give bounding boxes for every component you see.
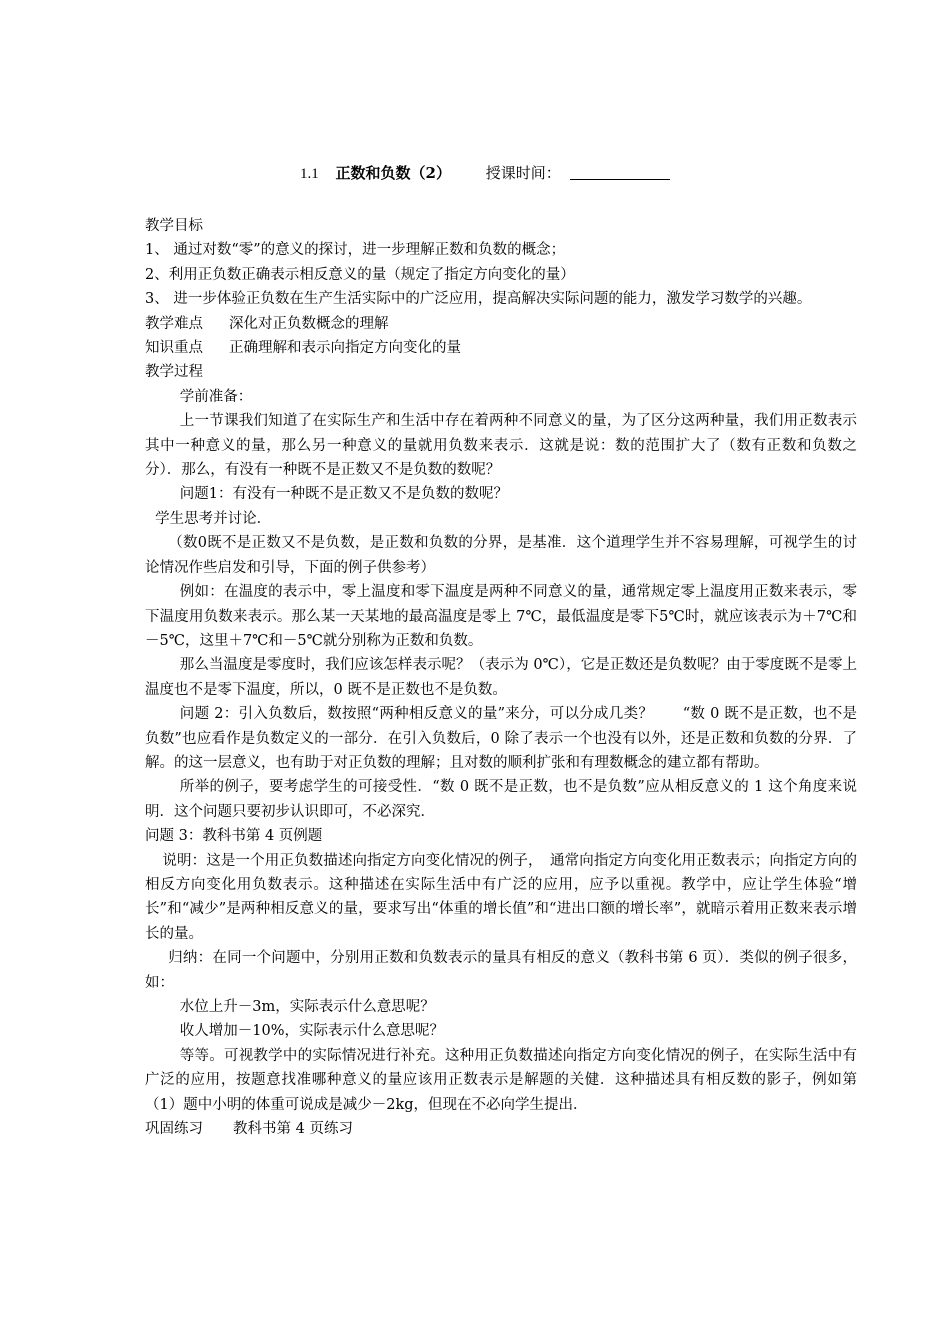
paragraph-explanation: 说明：这是一个用正负数描述向指定方向变化情况的例子， 通常向指定方向变化用正数表示；向指定方向的相反方向变化用负数表示。这种描述在实际生活中有广泛的应用，应予以重视。教学中，应让学生体验“增长”和“减少”是两种相反意义的量，要求写出“体重的增长值”和“进出口额的增长率”，就暗示着用正数来表示增长的量。 xyxy=(145,852,857,942)
practice-label: 巩固练习 xyxy=(145,1121,203,1138)
practice-line xyxy=(145,1117,857,1141)
question-1: 问题1：有没有一种既不是正数又不是负数的数呢？ xyxy=(179,486,509,503)
question-2: 问题 2：引入负数后，数按照“两种相反意义的量”来分，可以分成几类？ “数 0 既不是正数，也不是负数”也应看作是负数定义的一部分．在引入负数后，0 除了表示一个也没有以外，还是正数和负数的分界．了解。的这一层意义，也有助于对正负数的理解；且对数的顺利扩张和有理数概念的建立都有帮助。 xyxy=(145,706,857,771)
example-water-level: 水位上升－3m，实际表示什么意思呢？ xyxy=(179,999,435,1015)
example-income: 收人增加－10%，实际表示什么意思呢？ xyxy=(179,1023,445,1040)
objective-item-1: 1、 通过对数“零”的意义的探讨，进一步理解正数和负数的概念； xyxy=(145,242,566,259)
difficulty-line xyxy=(145,312,857,336)
paragraph-temperature-example: 例如：在温度的表示中，零上温度和零下温度是两种不同意义的量，通常规定零上温度用正数来表示，零下温度用负数来表示。那么某一天某地的最高温度是零上 7℃，最低温度是零下5℃时，就应该表示为＋7℃和－5℃，这里＋7℃和－5℃就分别称为正数和负数。 xyxy=(145,584,857,649)
lesson-title: 正数和负数（2） xyxy=(335,164,451,182)
difficulty-text: 深化对正负数概念的理解 xyxy=(229,315,389,332)
objectives-heading: 教学目标 xyxy=(145,218,203,234)
lesson-title-line xyxy=(300,160,800,186)
objective-item-3: 3、 进一步体验正负数在生产生活实际中的广泛应用，提高解决实际问题的能力，激发学习数学的兴趣。 xyxy=(145,291,812,308)
prep-heading: 学前准备： xyxy=(179,388,253,405)
paragraph-zero-temperature: 那么当温度是零度时，我们应该怎样表示呢？（表示为 0℃），它是正数还是负数呢？由于零度既不是零上温度也不是零下温度，所以，0 既不是正数也不是负数。 xyxy=(145,657,857,698)
keypoint-text: 正确理解和表示向指定方向变化的量 xyxy=(229,340,461,357)
practice-text: 教科书第 4 页练习 xyxy=(233,1121,353,1138)
lesson-body xyxy=(145,214,857,1141)
discussion-note: 学生思考并讨论． xyxy=(155,510,272,527)
teaching-time-blank xyxy=(570,165,670,180)
keypoint-line xyxy=(145,336,857,360)
teaching-time-label: 授课时间： xyxy=(485,164,561,182)
keypoint-label: 知识重点 xyxy=(145,340,203,357)
paragraph-examples-note: 所举的例子，要考虑学生的可接受性．“数 0 既不是正数，也不是负数”应从相反意义的 1 这个角度来说明．这个问题只要初步认识即可，不必深究． xyxy=(145,779,857,820)
paragraph-closing: 等等。可视教学中的实际情况进行补充。这种用正负数描述向指定方向变化情况的例子，在实际生活中有广泛的应用，按题意找准哪种意义的量应该用正数表示是解题的关健．这种描述具有相反数的影子，例如第（1）题中小明的体重可说成是减少－2kg，但现在不必向学生提出． xyxy=(145,1047,857,1113)
process-heading: 教学过程 xyxy=(145,364,203,381)
paragraph-zero-explanation: （数0既不是正数又不是负数，是正数和负数的分界，是基准．这个道理学生并不容易理解，可视学生的讨论情况作些启发和引导，下面的例子供参考） xyxy=(145,535,857,576)
paragraph-intro: 上一节课我们知道了在实际生产和生活中存在着两种不同意义的量，为了区分这两种量，我们用正数表示其中一种意义的量，那么另一种意义的量就用负数来表示．这就是说：数的范围扩大了（数有正数和负数之分）．那么，有没有一种既不是正数又不是负数的数呢？ xyxy=(145,413,857,479)
lesson-number: 1.1 xyxy=(300,166,319,182)
objective-item-2: 2、利用正负数正确表示相反意义的量（规定了指定方向变化的量） xyxy=(145,266,575,283)
question-3: 问题 3：教科书第 4 页例题 xyxy=(145,828,323,845)
difficulty-label: 教学难点 xyxy=(145,315,203,332)
paragraph-summary: 归纳：在同一个问题中，分别用正数和负数表示的量具有相反的意义（教科书第 6 页）．类似的例子很多，如： xyxy=(145,950,857,991)
